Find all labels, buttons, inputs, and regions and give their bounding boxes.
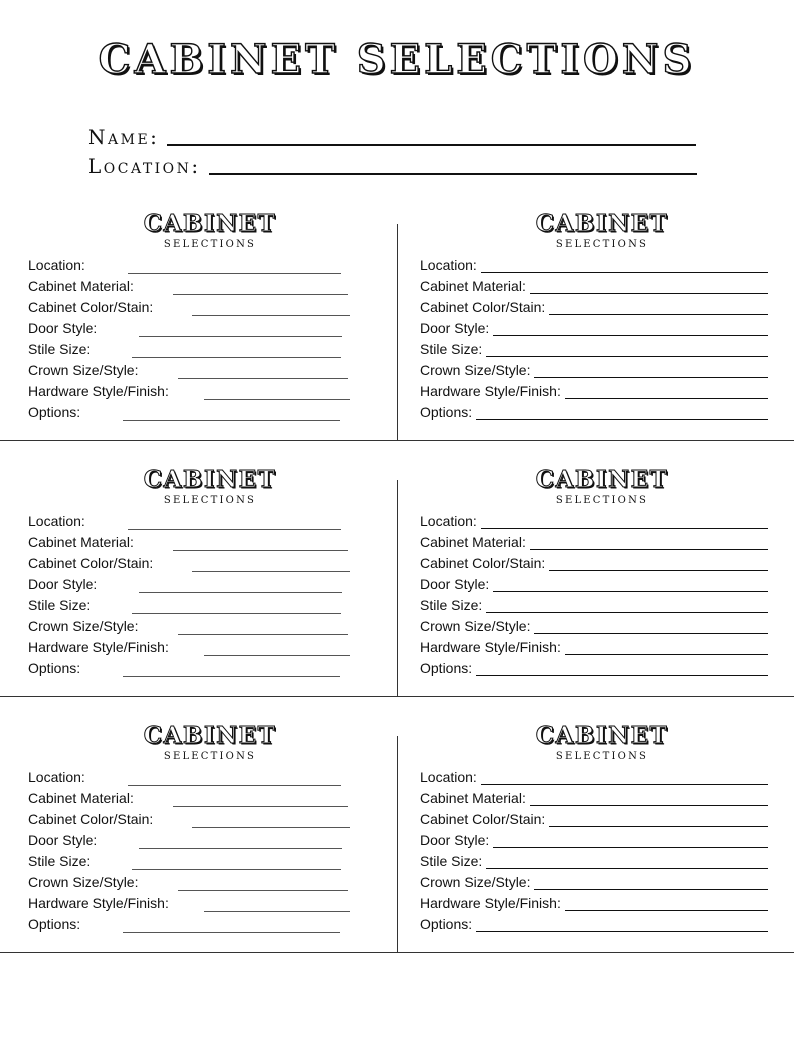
card-field[interactable]: [28, 357, 348, 378]
location-label: Location:: [88, 154, 201, 178]
field-label: Door Style:: [420, 576, 490, 592]
field-label: Location:: [420, 257, 477, 273]
card-field[interactable]: [420, 613, 768, 634]
location-field[interactable]: [88, 155, 697, 177]
card-field[interactable]: [28, 550, 350, 571]
card-field[interactable]: [420, 336, 768, 357]
field-label: Crown Size/Style:: [28, 362, 139, 378]
card-subtitle: SELECTIONS: [163, 751, 257, 762]
field-label: Location:: [420, 513, 477, 529]
card-field[interactable]: [28, 399, 340, 420]
field-label: Crown Size/Style:: [28, 618, 139, 634]
card-title: CABINET: [143, 466, 277, 493]
field-label: Crown Size/Style:: [28, 874, 139, 890]
card-field[interactable]: [420, 848, 768, 869]
field-label: Door Style:: [420, 832, 490, 848]
card-field[interactable]: [420, 399, 768, 420]
card-field[interactable]: [28, 294, 350, 315]
card-subtitle: SELECTIONS: [163, 495, 257, 506]
card-field[interactable]: [28, 273, 348, 294]
field-label: Crown Size/Style:: [420, 874, 531, 890]
card-field[interactable]: [28, 655, 340, 676]
field-label: Cabinet Color/Stain:: [420, 299, 546, 315]
field-label: Options:: [420, 404, 473, 420]
field-label: Stile Size:: [28, 597, 91, 613]
card-field[interactable]: [28, 911, 340, 932]
field-label: Crown Size/Style:: [420, 362, 531, 378]
card-field[interactable]: [28, 378, 350, 399]
field-line[interactable]: [123, 932, 340, 933]
field-label: Door Style:: [28, 320, 98, 336]
field-label: Hardware Style/Finish:: [28, 895, 169, 911]
card-field[interactable]: [420, 592, 768, 613]
card-field[interactable]: [28, 336, 341, 357]
field-label: Options:: [28, 404, 81, 420]
card-title: CABINET: [535, 466, 669, 493]
field-label: Crown Size/Style:: [420, 618, 531, 634]
field-label: Cabinet Material:: [420, 790, 526, 806]
card-subtitle: SELECTIONS: [163, 239, 257, 250]
cabinet-card: [28, 466, 388, 698]
card-title: CABINET: [535, 210, 669, 237]
field-label: Location:: [28, 257, 85, 273]
field-label: Cabinet Color/Stain:: [28, 299, 154, 315]
field-label: Door Style:: [420, 320, 490, 336]
field-label: Location:: [28, 769, 85, 785]
field-label: Stile Size:: [420, 853, 483, 869]
card-field[interactable]: [420, 634, 768, 655]
card-field[interactable]: [28, 806, 350, 827]
card-subtitle: SELECTIONS: [555, 751, 649, 762]
card-field[interactable]: [420, 764, 768, 785]
field-label: Door Style:: [28, 832, 98, 848]
card-field[interactable]: [420, 806, 768, 827]
card-title: CABINET: [143, 722, 277, 749]
page-title: CABINET SELECTIONS: [98, 36, 696, 83]
field-label: Hardware Style/Finish:: [28, 383, 169, 399]
cabinet-card: [420, 466, 780, 698]
field-line[interactable]: [123, 676, 340, 677]
column-divider: [397, 736, 398, 952]
card-field[interactable]: [28, 827, 342, 848]
field-line[interactable]: [476, 931, 768, 932]
card-field[interactable]: [420, 273, 768, 294]
card-field[interactable]: [420, 785, 768, 806]
card-field[interactable]: [420, 655, 768, 676]
field-label: Options:: [420, 916, 473, 932]
card-field[interactable]: [28, 508, 341, 529]
card-field[interactable]: [420, 827, 768, 848]
card-field[interactable]: [420, 315, 768, 336]
card-field[interactable]: [420, 911, 768, 932]
field-label: Location:: [420, 769, 477, 785]
field-line[interactable]: [123, 420, 340, 421]
field-label: Cabinet Color/Stain:: [420, 811, 546, 827]
card-title: CABINET: [535, 722, 669, 749]
card-field[interactable]: [28, 252, 341, 273]
field-label: Options:: [28, 660, 81, 676]
field-label: Cabinet Color/Stain:: [28, 555, 154, 571]
card-field[interactable]: [28, 764, 341, 785]
name-label: Name:: [88, 125, 160, 149]
card-field[interactable]: [28, 613, 348, 634]
name-line[interactable]: [167, 144, 696, 146]
card-field[interactable]: [28, 634, 350, 655]
column-divider: [397, 480, 398, 696]
field-label: Options:: [420, 660, 473, 676]
field-line[interactable]: [476, 419, 768, 420]
field-label: Hardware Style/Finish:: [28, 639, 169, 655]
card-field[interactable]: [420, 550, 768, 571]
field-label: Cabinet Color/Stain:: [28, 811, 154, 827]
cabinet-card: [28, 210, 388, 442]
card-field[interactable]: [420, 571, 768, 592]
field-label: Cabinet Color/Stain:: [420, 555, 546, 571]
cabinet-card: [420, 210, 780, 442]
field-line[interactable]: [476, 675, 768, 676]
field-label: Cabinet Material:: [420, 278, 526, 294]
field-label: Hardware Style/Finish:: [420, 639, 561, 655]
card-field[interactable]: [28, 785, 348, 806]
field-label: Stile Size:: [28, 853, 91, 869]
field-label: Door Style:: [28, 576, 98, 592]
name-field[interactable]: [88, 126, 696, 148]
field-label: Cabinet Material:: [28, 534, 134, 550]
card-field[interactable]: [28, 869, 348, 890]
card-field[interactable]: [420, 869, 768, 890]
field-label: Cabinet Material:: [28, 790, 134, 806]
card-field[interactable]: [28, 592, 341, 613]
card-field[interactable]: [420, 252, 768, 273]
field-label: Cabinet Material:: [28, 278, 134, 294]
field-label: Hardware Style/Finish:: [420, 895, 561, 911]
card-field[interactable]: [28, 890, 350, 911]
card-subtitle: SELECTIONS: [555, 239, 649, 250]
cabinet-card: [420, 722, 780, 954]
card-field[interactable]: [420, 378, 768, 399]
card-title: CABINET: [143, 210, 277, 237]
card-field[interactable]: [28, 848, 341, 869]
card-field[interactable]: [28, 315, 342, 336]
card-subtitle: SELECTIONS: [555, 495, 649, 506]
card-field[interactable]: [420, 357, 768, 378]
card-field[interactable]: [420, 294, 768, 315]
location-line[interactable]: [209, 173, 697, 175]
field-label: Options:: [28, 916, 81, 932]
card-field[interactable]: [28, 529, 348, 550]
card-field[interactable]: [420, 890, 768, 911]
column-divider: [397, 224, 398, 440]
field-label: Stile Size:: [28, 341, 91, 357]
field-label: Cabinet Material:: [420, 534, 526, 550]
card-field[interactable]: [420, 529, 768, 550]
cabinet-card: [28, 722, 388, 954]
field-label: Hardware Style/Finish:: [420, 383, 561, 399]
field-label: Stile Size:: [420, 597, 483, 613]
card-field[interactable]: [420, 508, 768, 529]
card-field[interactable]: [28, 571, 342, 592]
field-label: Location:: [28, 513, 85, 529]
field-label: Stile Size:: [420, 341, 483, 357]
